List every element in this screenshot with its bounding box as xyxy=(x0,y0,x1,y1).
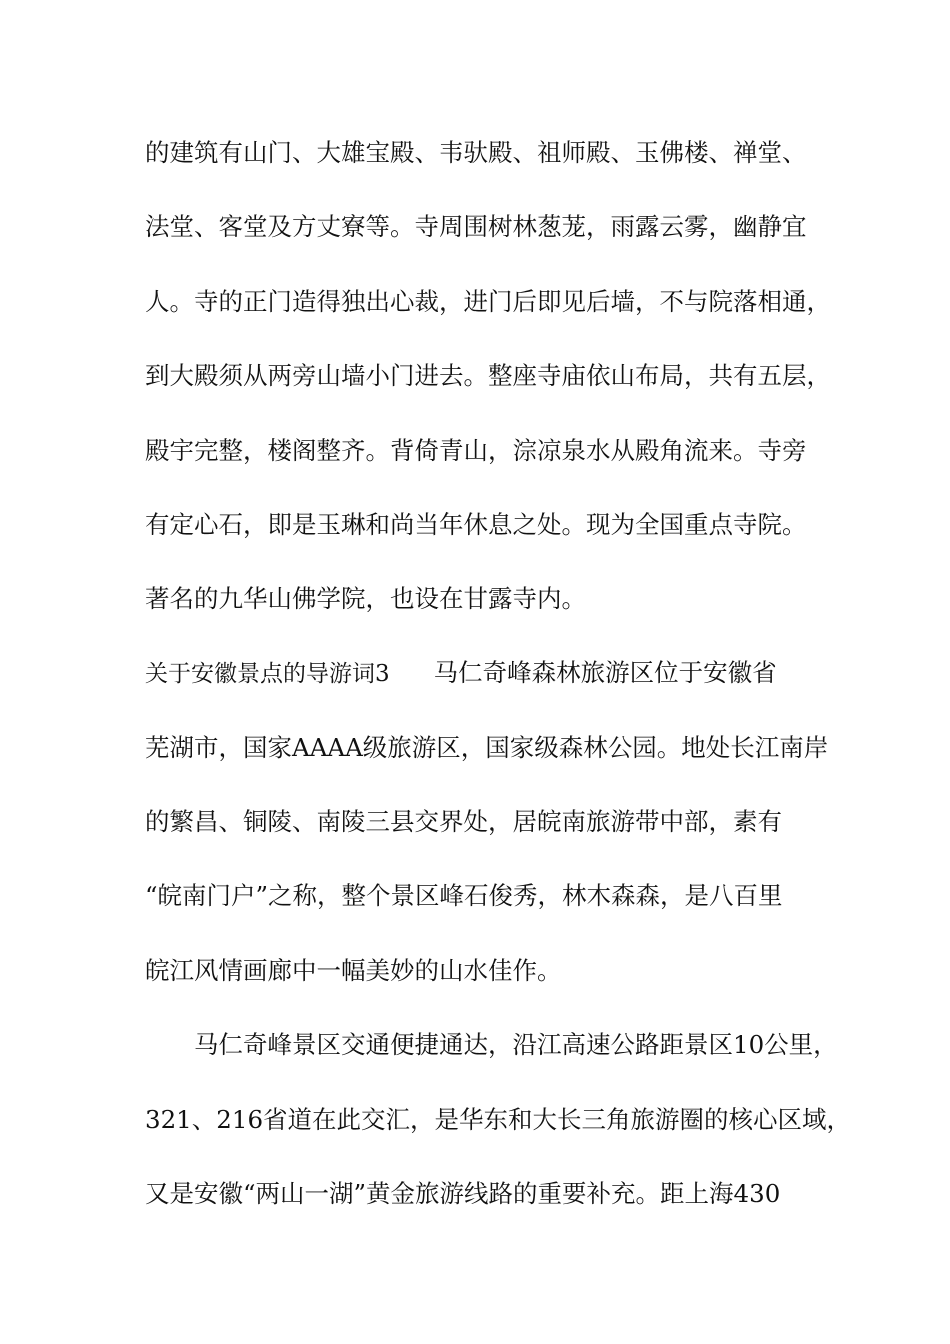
paragraph-line: 的建筑有山门、大雄宝殿、韦驮殿、祖师殿、玉佛楼、禅堂、 xyxy=(145,138,807,167)
paragraph-line: 人。寺的正门造得独出心裁，进门后即见后墙，不与院落相通， xyxy=(145,287,831,316)
paragraph-line: 皖江风情画廊中一幅美妙的山水佳作。 xyxy=(145,956,562,985)
paragraph-line: 著名的九华山佛学院，也设在甘露寺内。 xyxy=(145,584,586,613)
paragraph-line: 马仁奇峰景区交通便捷通达，沿江高速公路距景区10公里， xyxy=(194,1030,838,1059)
paragraph-line: 有定心石，即是玉琳和尚当年休息之处。现为全国重点寺院。 xyxy=(145,510,807,539)
section-heading-row xyxy=(145,653,845,693)
paragraph-line: 321、216省道在此交汇，是华东和大长三角旅游圈的核心区域， xyxy=(145,1105,852,1134)
paragraph-line: 的繁昌、铜陵、南陵三县交界处，居皖南旅游带中部，素有 xyxy=(145,807,782,836)
section-heading: 关于安徽景点的导游词3 xyxy=(145,661,390,687)
paragraph-line: 殿宇完整，楼阁整齐。背倚青山，淙凉泉水从殿角流来。寺旁 xyxy=(145,436,807,465)
paragraph-line: 芜湖市，国家AAAA级旅游区，国家级森林公园。地处长江南岸 xyxy=(145,733,829,762)
paragraph-line: 又是安徽“两山一湖”黄金旅游线路的重要补充。距上海430 xyxy=(145,1179,781,1208)
paragraph-line: 法堂、客堂及方丈寮等。寺周围树林葱茏，雨露云雾，幽静宜 xyxy=(145,212,807,241)
paragraph-line: 到大殿须从两旁山墙小门进去。整座寺庙依山布局，共有五层， xyxy=(145,361,831,390)
paragraph-line: “皖南门户”之称，整个景区峰石俊秀，林木森森，是八百里 xyxy=(145,881,783,910)
paragraph-line: 马仁奇峰森林旅游区位于安徽省 xyxy=(433,658,777,687)
